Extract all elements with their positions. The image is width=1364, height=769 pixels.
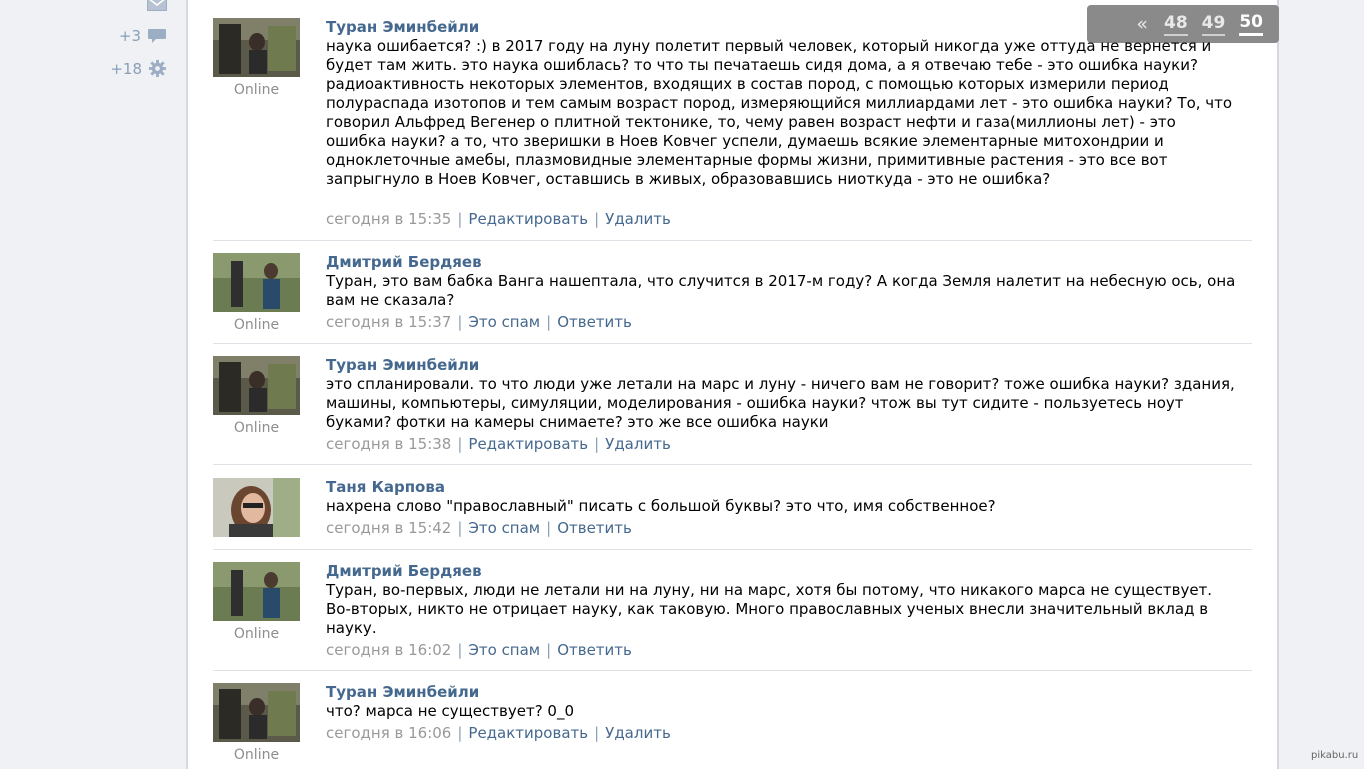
separator: | xyxy=(457,641,463,659)
watermark: pikabu.ru xyxy=(1311,750,1359,761)
sidebar-count: +3 xyxy=(118,27,141,45)
comment-author[interactable]: Дмитрий Бердяев xyxy=(326,253,482,271)
comment-text: наука ошибается? :) в 2017 году на луну полетит первый человек, который никогда уже оттуда не вернется и будет там жить. это наука ошиблась? то что ты печатаешь сидя дома, а я отвечаю тебе - это ошибка науки? радиоактивность некоторых элементов, входящих в состав пород, с помощью которых измерили период полураспада изотопов и тем самым возраст пород, измеряющийся миллиардами лет - это ошибка науки? То, что говорил Альфред Вегенер о плитной тектонике, то, чему равен возраст нефти и газа(миллионы лет) - это ошибка науки? а то, что зверишки в Ноев Ковчег успели, думаешь всякие элементарные митохондрии и одноклеточные амебы, плазмовидные элементарные формы жизни, примитивные растения - это все вот запрыгнуло в Ноев Ковчег, оставшись в живых, образовавшись ниоткуда - это не ошибка? xyxy=(326,37,1233,188)
separator: | xyxy=(457,435,463,453)
edit-link[interactable]: Редактировать xyxy=(468,435,589,453)
comment-text: это спланировали. то что люди уже летали на марс и луну - ничего вам не говорит? тоже ошибка науки? здания, машины, компьютеры, симуляции, моделирования - ошибка науки? чтож вы тут сидите - пользуетесь ноут буками? фотки на камеры снимаете? это же все ошибка науки xyxy=(326,375,1235,431)
separator: | xyxy=(457,313,463,331)
left-border xyxy=(186,0,188,769)
pager-prev-button[interactable]: « xyxy=(1136,13,1148,35)
comment-time[interactable]: сегодня в 16:02 xyxy=(326,641,452,659)
divider xyxy=(213,670,1252,671)
right-background xyxy=(1279,0,1364,769)
comment-author[interactable]: Туран Эминбейли xyxy=(326,683,480,701)
spam-link[interactable]: Это спам xyxy=(468,519,541,537)
comment-time[interactable]: сегодня в 15:35 xyxy=(326,210,452,228)
comment-author[interactable]: Таня Карпова xyxy=(326,478,445,496)
divider xyxy=(213,240,1252,241)
online-status: Online xyxy=(233,420,280,436)
online-status: Online xyxy=(233,82,280,98)
comment-text: Туран, во-первых, люди не летали ни на луну, ни на марс, хотя бы потому, что никакого марса не существует. Во-вторых, никто не отрицает науку, как таковую. Много православных ученых внесли значительный вклад в науку. xyxy=(326,581,1213,637)
pager-page-48[interactable]: 48 xyxy=(1164,13,1188,36)
separator: | xyxy=(546,641,552,659)
avatar[interactable] xyxy=(213,562,300,621)
comment-author[interactable]: Туран Эминбейли xyxy=(326,356,480,374)
right-border xyxy=(1277,0,1279,769)
spam-link[interactable]: Это спам xyxy=(468,641,541,659)
separator: | xyxy=(546,313,552,331)
comment-meta xyxy=(326,313,632,331)
comment-author[interactable]: Дмитрий Бердяев xyxy=(326,562,482,580)
separator: | xyxy=(546,519,552,537)
edit-link[interactable]: Редактировать xyxy=(468,210,589,228)
online-status: Online xyxy=(233,747,280,763)
separator: | xyxy=(594,724,600,742)
online-status: Online xyxy=(233,626,280,642)
comment-time[interactable]: сегодня в 15:38 xyxy=(326,435,452,453)
reply-link[interactable]: Ответить xyxy=(557,313,632,331)
comment-text: Туран, это вам бабка Ванга нашептала, что случится в 2017-м году? А когда Земля налетит на небесную ось, она вам не сказала? xyxy=(326,272,1236,309)
separator: | xyxy=(457,519,463,537)
comment-meta xyxy=(326,210,671,228)
delete-link[interactable]: Удалить xyxy=(605,210,671,228)
comment-meta xyxy=(326,724,671,742)
gear-icon xyxy=(148,59,167,78)
delete-link[interactable]: Удалить xyxy=(605,435,671,453)
spam-link[interactable]: Это спам xyxy=(468,313,541,331)
comment-time[interactable]: сегодня в 15:42 xyxy=(326,519,452,537)
left-sidebar-background xyxy=(0,0,186,769)
envelope-icon xyxy=(147,0,167,11)
comment-text: что? марса не существует? 0_0 xyxy=(326,702,575,720)
avatar[interactable] xyxy=(213,253,300,312)
online-status: Online xyxy=(233,317,280,333)
comment-author[interactable]: Туран Эминбейли xyxy=(326,18,480,36)
separator: | xyxy=(457,724,463,742)
avatar[interactable] xyxy=(213,18,300,77)
divider xyxy=(213,343,1252,344)
avatar[interactable] xyxy=(213,356,300,415)
divider xyxy=(213,549,1252,550)
sidebar-item-comments[interactable] xyxy=(119,27,167,45)
comment-time[interactable]: сегодня в 16:06 xyxy=(326,724,452,742)
separator: | xyxy=(457,210,463,228)
sidebar-item-messages[interactable] xyxy=(141,0,167,11)
speech-bubble-icon xyxy=(147,28,167,45)
divider xyxy=(213,464,1252,465)
comment-meta xyxy=(326,435,671,453)
comment-meta xyxy=(326,641,632,659)
avatar[interactable] xyxy=(213,683,300,742)
reply-link[interactable]: Ответить xyxy=(557,641,632,659)
separator: | xyxy=(594,210,600,228)
comment-meta xyxy=(326,519,632,537)
pager-page-49[interactable]: 49 xyxy=(1202,13,1226,36)
separator: | xyxy=(594,435,600,453)
reply-link[interactable]: Ответить xyxy=(557,519,632,537)
sidebar-count: +18 xyxy=(110,59,142,78)
delete-link[interactable]: Удалить xyxy=(605,724,671,742)
avatar[interactable] xyxy=(213,478,300,537)
sidebar-item-settings[interactable] xyxy=(110,59,167,78)
pager-page-50-current[interactable]: 50 xyxy=(1239,12,1263,36)
comment-time[interactable]: сегодня в 15:37 xyxy=(326,313,452,331)
comment-text: нахрена слово "православный" писать с большой буквы? это что, имя собственное? xyxy=(326,497,996,515)
edit-link[interactable]: Редактировать xyxy=(468,724,589,742)
